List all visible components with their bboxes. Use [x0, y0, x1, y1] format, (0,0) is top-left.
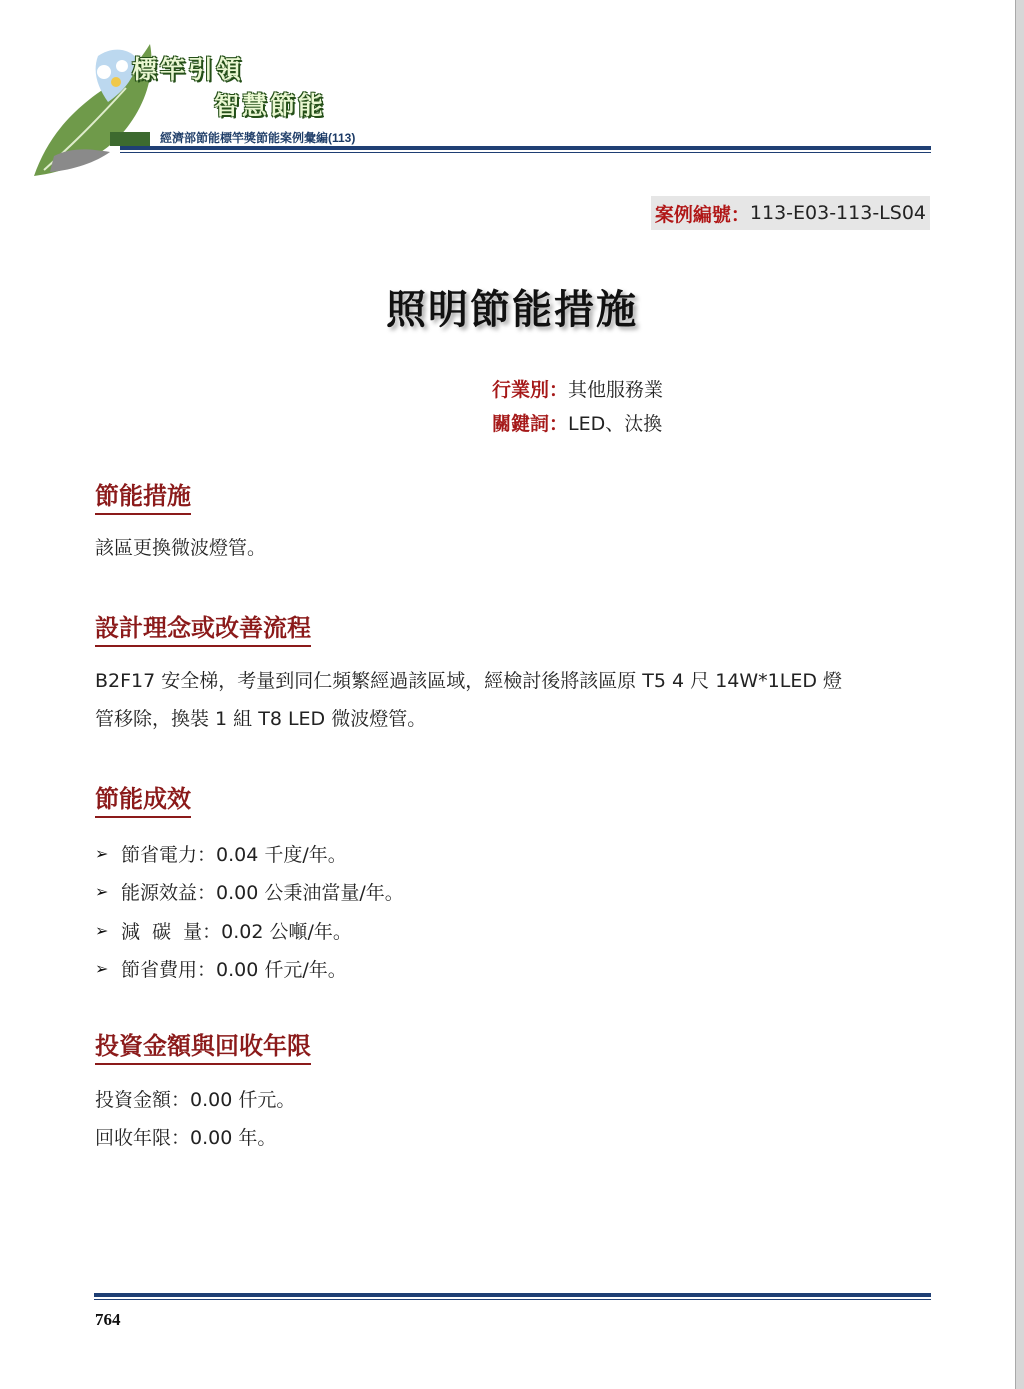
- result-item-text: 節省費用：0.00 仟元/年。: [121, 959, 347, 981]
- result-item: [95, 955, 347, 982]
- section-heading-design: 設計理念或改善流程: [95, 608, 311, 647]
- footer-rule: [94, 1293, 931, 1297]
- case-number-box: [651, 196, 930, 230]
- industry-label: 行業別：: [492, 379, 569, 401]
- header-rule: [120, 146, 931, 150]
- arrow-bullet-icon: ➢: [95, 882, 109, 901]
- section-heading-results: 節能成效: [95, 779, 191, 818]
- payback-period: 回收年限：0.00 年。: [95, 1127, 277, 1149]
- result-item: [95, 840, 347, 867]
- industry-row: [492, 375, 663, 402]
- page-edge-shadow: [1016, 0, 1024, 1389]
- footer-rule-thin: [94, 1299, 931, 1300]
- page-title: 照明節能措施: [386, 287, 638, 333]
- header-subtitle: 經濟部節能標竿獎節能案例彙編(113): [160, 131, 356, 145]
- result-item: [95, 917, 352, 944]
- design-text-line1: B2F17 安全梯，考量到同仁頻繁經過該區域，經檢討後將該區原 T5 4 尺 14W*1LED 燈: [95, 670, 843, 692]
- keywords-label: 關鍵詞：: [492, 413, 569, 435]
- logo-title-line2: 智慧節能: [214, 91, 327, 120]
- arrow-bullet-icon: ➢: [95, 844, 109, 863]
- page-edge-line: [1015, 0, 1016, 1389]
- section-heading-investment: 投資金額與回收年限: [95, 1026, 311, 1065]
- arrow-bullet-icon: ➢: [95, 959, 109, 978]
- section-heading-measures: 節能措施: [95, 476, 191, 515]
- industry-value: 其他服務業: [568, 379, 664, 401]
- result-item-text: 減 碳 量：0.02 公噸/年。: [121, 921, 352, 943]
- keywords-row: [492, 409, 662, 436]
- arrow-bullet-icon: ➢: [95, 921, 109, 940]
- keywords-value: LED、汰換: [568, 413, 663, 435]
- investment-amount: 投資金額：0.00 仟元。: [95, 1089, 296, 1111]
- result-item: [95, 878, 404, 905]
- logo-title-line1: 標竿引領: [132, 55, 245, 84]
- design-text-line2: 管移除，換裝 1 組 T8 LED 微波燈管。: [95, 708, 427, 730]
- result-item-text: 能源效益：0.00 公秉油當量/年。: [121, 882, 404, 904]
- header-rule-thin: [120, 152, 931, 153]
- measures-text: 該區更換微波燈管。: [95, 537, 267, 559]
- result-item-text: 節省電力：0.04 千度/年。: [121, 844, 347, 866]
- case-number-label: 案例編號：: [654, 203, 750, 226]
- case-number-value: 113-E03-113-LS04: [749, 202, 926, 224]
- page-number: 764: [95, 1310, 121, 1329]
